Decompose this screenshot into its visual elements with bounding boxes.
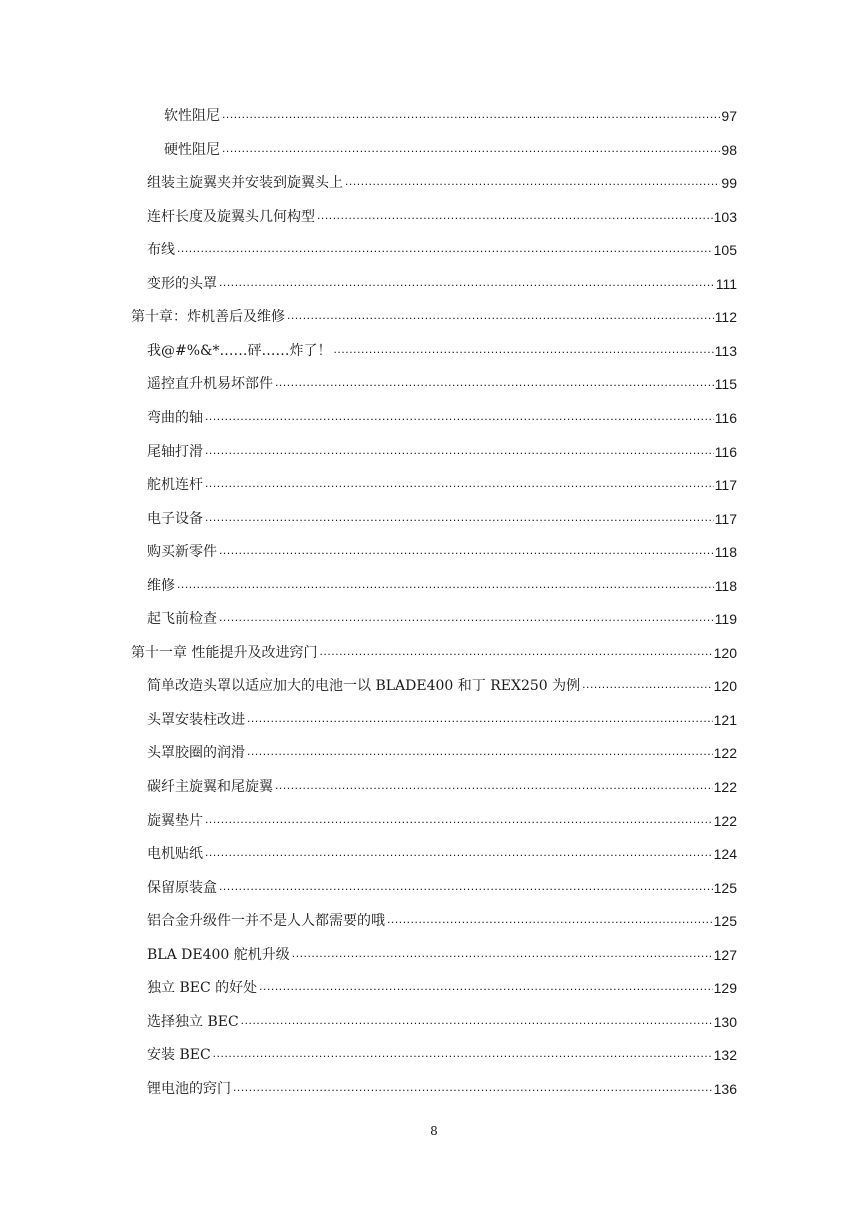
toc-entry-title: 我@#%&*……砰……炸了！ [147, 342, 332, 359]
toc-entry[interactable] [147, 940, 737, 964]
toc-entry-page: 105 [713, 242, 737, 259]
toc-entry[interactable] [147, 437, 737, 461]
toc-entry-page: 113 [714, 342, 737, 359]
toc-entry-title: 维修 [147, 577, 175, 594]
toc-entry-page: 136 [713, 1080, 737, 1097]
toc-leader-dots [259, 979, 713, 997]
page-number: 8 [430, 1124, 438, 1138]
toc-entry-title: 锂电池的窍门 [147, 1080, 231, 1097]
toc-entry-title: 铝合金升级件一并不是人人都需要的哦 [147, 913, 385, 930]
toc-entry-page: 125 [713, 913, 737, 930]
toc-entry-page: 119 [714, 611, 737, 628]
toc-entry-title: 独立 BEC 的好处 [147, 980, 258, 997]
toc-entry-title: 组装主旋翼夹并安装到旋翼头上 [147, 175, 343, 192]
toc-entry-page: 115 [714, 376, 737, 393]
toc-entry[interactable] [164, 135, 737, 159]
toc-entry[interactable] [147, 369, 737, 393]
toc-leader-dots [387, 912, 713, 930]
toc-entry-page: 127 [713, 946, 737, 963]
toc-entry-title: 碳纤主旋翼和尾旋翼 [147, 779, 273, 795]
toc-entry-page: 118 [714, 544, 737, 561]
toc-entry-page: 112 [714, 309, 737, 326]
toc-entry-title: 头罩胶圈的润滑 [147, 745, 245, 762]
toc-leader-dots [275, 778, 713, 796]
toc-leader-dots [219, 543, 714, 561]
toc-entry[interactable] [147, 973, 737, 997]
toc-entry[interactable] [147, 806, 737, 830]
toc-entry-page: 132 [713, 1047, 737, 1064]
toc-leader-dots [205, 845, 713, 863]
toc-leader-dots [205, 812, 713, 830]
toc-entry-title: 头罩安装柱改进 [147, 711, 245, 728]
toc-entry[interactable] [147, 504, 737, 528]
toc-leader-dots [222, 107, 720, 125]
toc-entry-page: 103 [713, 208, 737, 225]
toc-leader-dots [233, 1080, 713, 1098]
toc-entry-title: 起飞前检查 [147, 611, 217, 628]
toc-leader-dots [205, 510, 714, 528]
toc-entry-title: 保留原装盒 [147, 879, 217, 896]
toc-leader-dots [241, 1013, 713, 1031]
toc-entry-page: 124 [713, 846, 737, 863]
toc-entry-title: 购买新零件 [147, 544, 217, 561]
toc-entry-page: 122 [713, 812, 737, 829]
toc-entry-title: 遥控直升机易坏部件 [147, 376, 273, 393]
toc-entry[interactable] [147, 873, 737, 897]
toc-entry-page: 122 [713, 745, 737, 762]
toc-entry[interactable] [147, 705, 737, 729]
toc-leader-dots [345, 174, 720, 192]
toc-entry-page: 120 [713, 678, 737, 695]
toc-leader-dots [219, 610, 714, 628]
toc-entry[interactable] [147, 738, 737, 762]
toc-entry-page: 98 [721, 141, 737, 158]
toc-entry[interactable] [147, 1040, 737, 1064]
toc-entry[interactable] [147, 839, 737, 863]
toc-entry-title: 安装 BEC [147, 1047, 211, 1064]
toc-leader-dots [287, 308, 714, 326]
toc-entry-page: 130 [713, 1013, 737, 1030]
toc-entry[interactable] [147, 537, 737, 561]
toc-leader-dots [247, 711, 713, 729]
toc-entry[interactable] [147, 571, 737, 595]
toc-entry-page: 116 [714, 443, 737, 460]
toc-leader-dots [247, 744, 713, 762]
toc-entry[interactable] [147, 336, 737, 360]
toc-leader-dots [334, 342, 714, 360]
toc-entry-page: 117 [714, 510, 737, 527]
toc-entry[interactable] [147, 470, 737, 494]
toc-entry[interactable] [147, 1074, 737, 1098]
toc-entry-title: 变形的头罩 [147, 275, 217, 292]
toc-leader-dots [582, 677, 713, 695]
toc-entry-page: 117 [714, 477, 737, 494]
toc-entry-page: 129 [713, 980, 737, 997]
toc-leader-dots [219, 879, 713, 897]
toc-entry[interactable] [147, 403, 737, 427]
toc-leader-dots [205, 476, 714, 494]
toc-entry-title: BLA DE400 舵机升级 [147, 946, 290, 963]
toc-leader-dots [177, 241, 713, 259]
toc-entry-title: 简单改造头罩以适应加大的电池一以 BLADE400 和丁 REX250 为例 [147, 678, 581, 695]
toc-leader-dots [205, 409, 714, 427]
toc-leader-dots [205, 443, 714, 461]
toc-entry-title: 尾轴打滑 [147, 443, 203, 460]
toc-entry-title: 电子设备 [147, 510, 203, 527]
toc-entry-page: 120 [713, 644, 737, 661]
toc-entry-page: 116 [714, 409, 737, 426]
toc-entry-title: 第十一章 性能提升及改进窍门 [131, 644, 318, 661]
toc-entry-title: 布线 [147, 242, 175, 259]
toc-entry-title: 舵机连杆 [147, 477, 203, 494]
toc-entry-page: 122 [713, 779, 737, 795]
toc-entry[interactable] [147, 1007, 737, 1031]
toc-entry-title: 旋翼垫片 [147, 812, 203, 829]
toc-entry-page: 121 [713, 711, 737, 728]
toc-entry[interactable] [147, 168, 737, 192]
toc-entry[interactable] [147, 202, 737, 226]
toc-entry-page: 97 [721, 108, 737, 124]
toc-entry-title: 软性阻尼 [164, 108, 220, 124]
toc-leader-dots [292, 946, 713, 964]
toc-leader-dots [177, 577, 714, 595]
toc-entry-title: 连杆长度及旋翼头几何构型 [147, 208, 315, 225]
toc-entry[interactable] [131, 302, 737, 326]
toc-entry-page: 99 [721, 175, 737, 192]
toc-entry-title: 第十章：炸机善后及维修 [131, 309, 285, 326]
toc-entry[interactable] [147, 671, 737, 695]
toc-leader-dots [222, 141, 720, 159]
toc-entry[interactable] [147, 269, 737, 293]
toc-entry-title: 电机贴纸 [147, 846, 203, 863]
toc-entry-title: 弯曲的轴 [147, 409, 203, 426]
toc-entry-title: 硬性阻尼 [164, 141, 220, 158]
toc-entry-page: 118 [714, 577, 737, 594]
toc-entry[interactable] [147, 906, 737, 930]
toc-entry[interactable] [131, 638, 737, 662]
toc-leader-dots [317, 208, 713, 226]
toc-leader-dots [319, 644, 712, 662]
toc-entry-title: 选择独立 BEC [147, 1013, 239, 1030]
toc-entry[interactable] [147, 235, 737, 259]
toc-entry[interactable] [164, 101, 737, 125]
toc-entry[interactable] [147, 772, 737, 796]
toc-leader-dots [219, 275, 715, 293]
toc-entry[interactable] [147, 604, 737, 628]
toc-entry-page: 111 [715, 275, 737, 292]
toc-leader-dots [213, 1046, 713, 1064]
toc-entry-page: 125 [713, 879, 737, 896]
toc-leader-dots [275, 375, 714, 393]
